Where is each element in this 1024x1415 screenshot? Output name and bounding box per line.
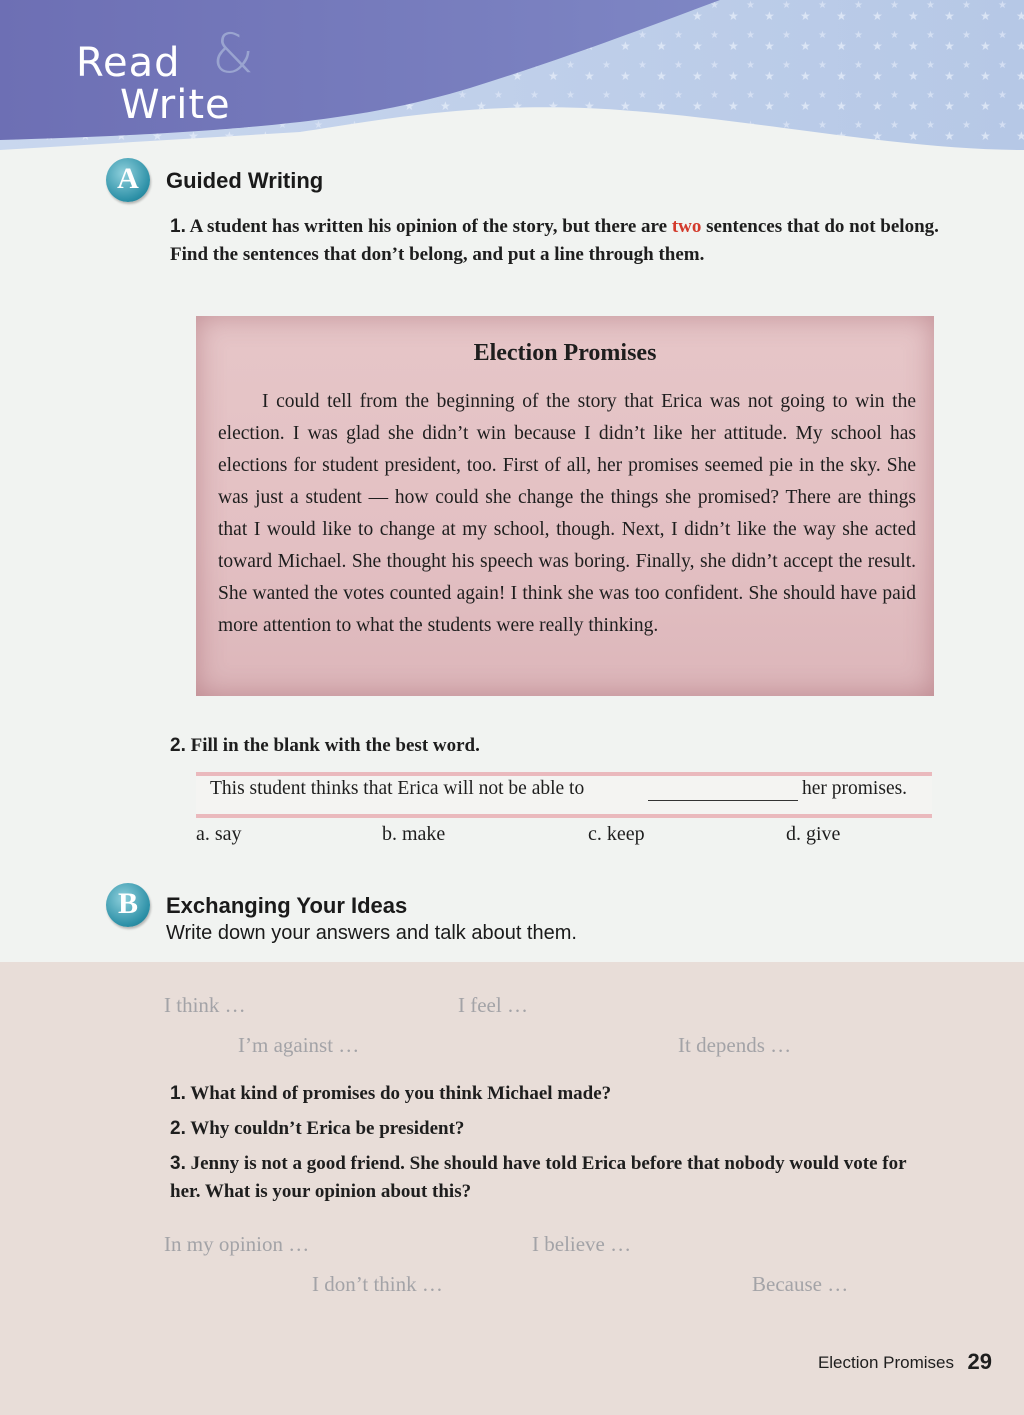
- discussion-question-1-number: 1.: [170, 1083, 186, 1104]
- option-b[interactable]: b. make: [382, 823, 446, 845]
- hint-it-depends: It depends …: [678, 1033, 792, 1057]
- page-number: 29: [967, 1349, 992, 1374]
- hint-i-dont-think: I don’t think …: [312, 1272, 443, 1296]
- header-title-write: Write: [120, 82, 231, 128]
- discussion-question-2-text: Why couldn’t Erica be president?: [190, 1118, 465, 1139]
- hint-i-believe: I believe …: [532, 1232, 632, 1256]
- passage-title: Election Promises: [473, 340, 657, 366]
- question-2-text: Fill in the blank with the best word.: [190, 735, 480, 756]
- discussion-question-2: [170, 1115, 940, 1143]
- fill-in-sentence-start: This student thinks that Erica will not be able to: [210, 778, 585, 799]
- question-1: [170, 213, 940, 269]
- discussion-question-3: [170, 1150, 940, 1206]
- header-title-read: Read: [76, 40, 181, 86]
- question-1-text-before: A student has written his opinion of the story, but there are: [189, 216, 672, 237]
- footer-title: Election Promises: [817, 1353, 954, 1372]
- section-a-badge: A: [106, 158, 150, 202]
- section-b-badge: B: [106, 883, 150, 927]
- hint-i-think: I think …: [164, 993, 246, 1017]
- discussion-question-1: [170, 1080, 940, 1108]
- option-d[interactable]: d. give: [786, 823, 841, 845]
- discussion-question-2-number: 2.: [170, 1118, 186, 1139]
- question-2: [170, 732, 480, 760]
- section-b-title: Exchanging Your Ideas: [166, 893, 408, 918]
- hint-in-my-opinion: In my opinion …: [164, 1232, 310, 1256]
- passage-text: I could tell from the beginning of the story that Erica was not going to win the election. I was glad she didn’t win because I didn’t like her attitude. My school has elections for student president, too. First of all, her promises seemed pie in the sky. She was just a student — how could she change the things she promised? There are things that I would like to change at my school, though. Next, I didn’t like the way she acted toward Michael. She thought his speech was boring. Finally, she didn’t accept the result. She wanted the votes counted again! I think she was too confident. She should have paid more attention to what the students were really thinking.: [218, 391, 916, 636]
- hint-because: Because …: [752, 1272, 849, 1296]
- fill-in-blank[interactable]: [648, 800, 798, 801]
- section-a-title: Guided Writing: [166, 168, 324, 193]
- passage-body: [218, 386, 916, 642]
- section-b-subtitle: Write down your answers and talk about them.: [166, 922, 577, 944]
- question-2-number: 2.: [170, 735, 186, 756]
- discussion-question-3-text: Jenny is not a good friend. She should have told Erica before that nobody would vote for her. What is your opinion about this?: [170, 1153, 907, 1202]
- discussion-question-3-number: 3.: [170, 1153, 186, 1174]
- hint-i-feel: I feel …: [458, 993, 528, 1017]
- fill-in-sentence-end: her promises.: [802, 778, 908, 799]
- question-1-number: 1.: [170, 216, 186, 237]
- hint-im-against: I’m against …: [238, 1033, 360, 1057]
- question-1-highlight: two: [671, 216, 702, 237]
- question-1-text-after: sentences that do not belong. Find the sentences that don’t belong, and put a line through them.: [170, 216, 939, 265]
- discussion-question-1-text: What kind of promises do you think Michael made?: [190, 1083, 612, 1104]
- option-c[interactable]: c. keep: [588, 823, 645, 845]
- option-a[interactable]: a. say: [196, 823, 242, 845]
- header-title-ampersand: &: [212, 22, 255, 85]
